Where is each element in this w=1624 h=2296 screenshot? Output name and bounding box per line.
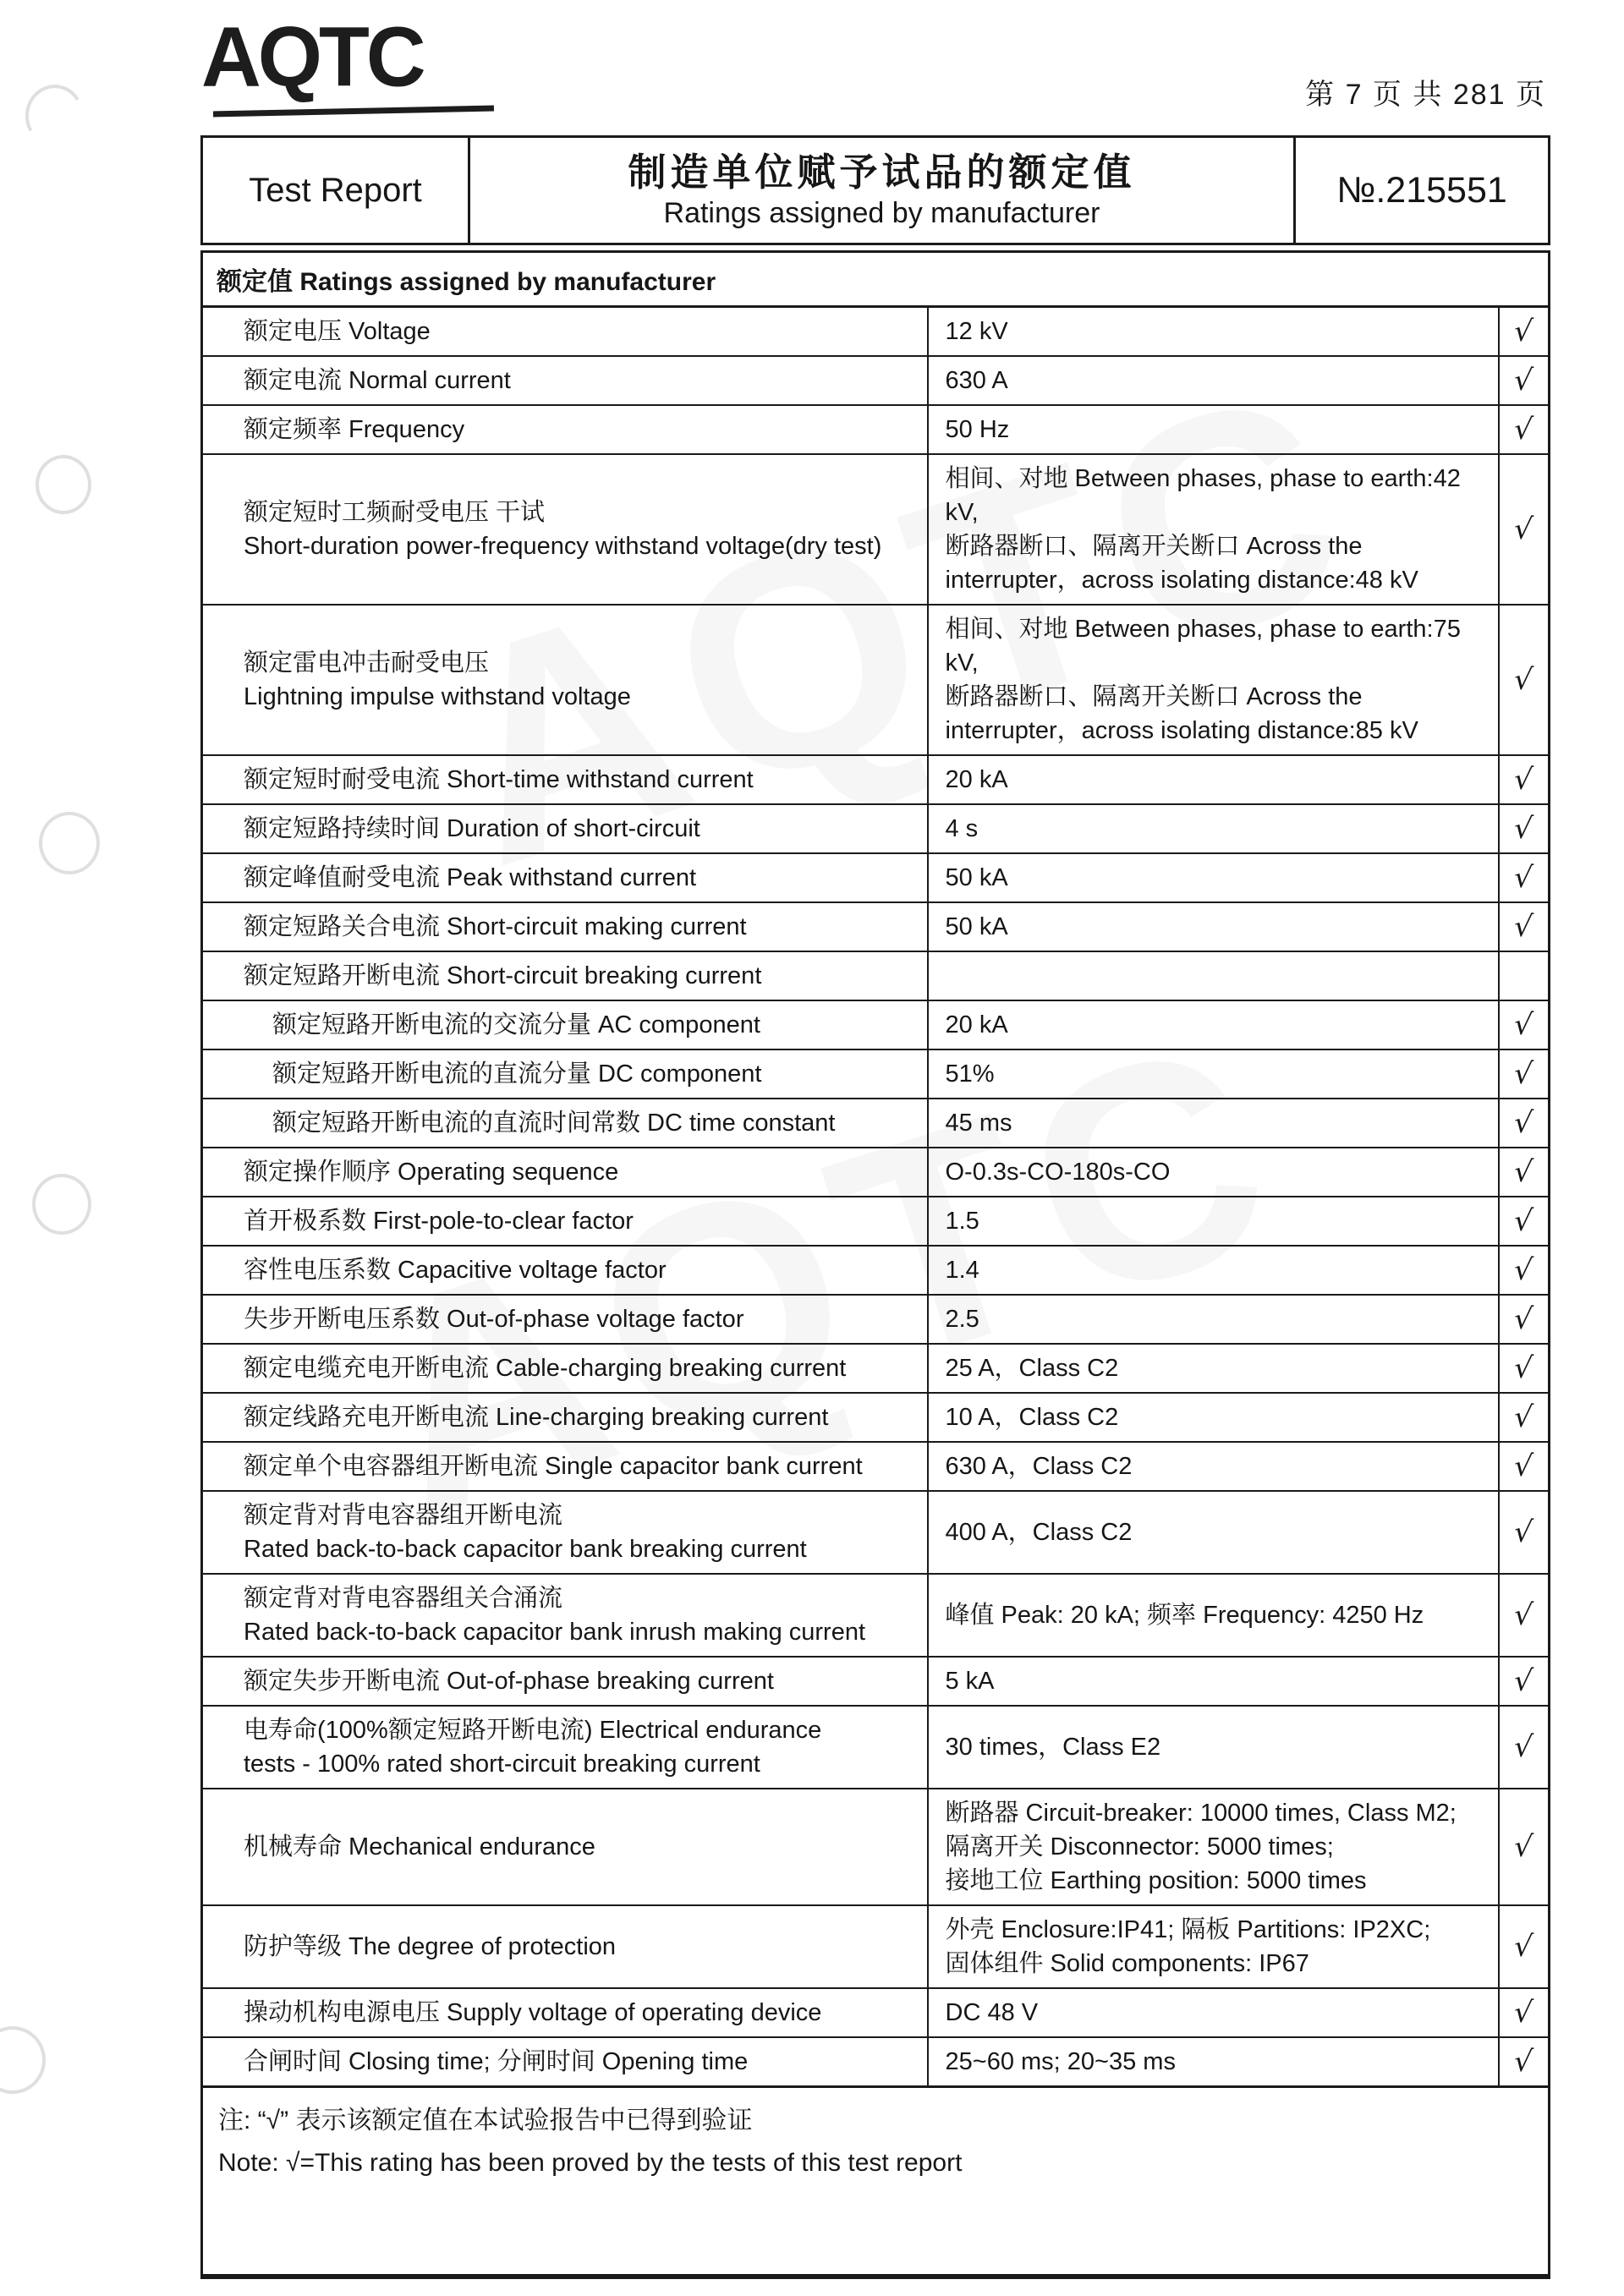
section-header: 额定值 Ratings assigned by manufacturer	[202, 252, 1550, 307]
check-cell	[1499, 1905, 1550, 1988]
check-cell	[1499, 405, 1550, 454]
check-icon: √	[1512, 1830, 1535, 1864]
rating-label	[202, 1657, 928, 1706]
rating-value	[928, 1148, 1499, 1197]
check-cell	[1499, 1049, 1550, 1099]
rating-value	[928, 902, 1499, 951]
rating-value-line: 51%	[945, 1060, 995, 1088]
table-row	[202, 1393, 1550, 1442]
check-cell	[1499, 356, 1550, 405]
table-row	[202, 307, 1550, 357]
check-cell	[1499, 1789, 1550, 1905]
rating-value-line: 400 A，Class C2	[945, 1519, 1133, 1546]
table-row	[202, 1099, 1550, 1148]
ratings-table	[200, 250, 1550, 2279]
rating-label	[202, 951, 928, 1000]
scan-artifact-ring	[36, 455, 91, 514]
rating-value-line: interrupter，across isolating distance:85 kV	[945, 717, 1418, 744]
check-cell	[1499, 454, 1550, 605]
check-cell	[1499, 605, 1550, 755]
rating-value	[928, 755, 1499, 804]
check-cell	[1499, 1393, 1550, 1442]
rating-value	[928, 1393, 1499, 1442]
rating-value	[928, 454, 1499, 605]
table-row	[202, 1789, 1550, 1905]
rating-value	[928, 853, 1499, 902]
scan-artifact-ring	[19, 79, 89, 151]
check-cell	[1499, 1574, 1550, 1657]
report-title-cell	[469, 137, 1295, 244]
aqtc-logo-underline	[213, 106, 494, 118]
rating-value-line: 峰值 Peak: 20 kA; 频率 Frequency: 4250 Hz	[945, 1602, 1424, 1629]
rating-label	[202, 1789, 928, 1905]
rating-value-line: 断路器 Circuit-breaker: 10000 times, Class M2;	[945, 1800, 1457, 1827]
note-cell	[202, 2087, 1550, 2277]
rating-label	[202, 454, 928, 605]
rating-value-line: 50 kA	[945, 913, 1008, 940]
check-icon: √	[1512, 1057, 1535, 1091]
rating-value	[928, 951, 1499, 1000]
rating-value-line: 4 s	[945, 815, 979, 842]
rating-label	[202, 1574, 928, 1657]
check-icon: √	[1512, 1996, 1535, 2030]
rating-label-line: 额定短路开断电流的交流分量 AC component	[272, 1011, 760, 1038]
rating-label-line: 额定频率 Frequency	[244, 416, 465, 443]
check-icon: √	[1512, 1930, 1535, 1964]
rating-value-line: 50 kA	[945, 864, 1008, 891]
rating-label-line: Rated back-to-back capacitor bank breaking current	[244, 1536, 807, 1563]
check-cell	[1499, 1988, 1550, 2037]
scan-artifact-ring	[39, 812, 100, 874]
table-row	[202, 1442, 1550, 1491]
rating-label-line: 额定线路充电开断电流 Line-charging breaking current	[244, 1404, 829, 1431]
rating-value-line: 45 ms	[945, 1110, 1012, 1137]
check-icon: √	[1512, 1598, 1535, 1632]
rating-label-line: 额定短时耐受电流 Short-time withstand current	[244, 766, 754, 793]
table-row	[202, 1148, 1550, 1197]
rating-value-line: 1.5	[945, 1208, 979, 1235]
check-cell	[1499, 1197, 1550, 1246]
rating-value	[928, 405, 1499, 454]
rating-value-line: 630 A	[945, 367, 1008, 394]
rating-label-line: 额定雷电冲击耐受电压	[244, 649, 490, 677]
rating-value	[928, 307, 1499, 357]
rating-label	[202, 1049, 928, 1099]
table-row	[202, 951, 1550, 1000]
rating-label-line: 电寿命(100%额定短路开断电流) Electrical endurance	[244, 1717, 822, 1744]
rating-value-line: 5 kA	[945, 1668, 995, 1695]
rating-value	[928, 1574, 1499, 1657]
rating-label-line: Rated back-to-back capacitor bank inrush making current	[244, 1619, 866, 1646]
rating-label-line: 额定失步开断电流 Out-of-phase breaking current	[244, 1668, 774, 1695]
table-row	[202, 1344, 1550, 1393]
check-cell	[1499, 853, 1550, 902]
rating-label	[202, 853, 928, 902]
check-icon: √	[1512, 1664, 1535, 1698]
rating-label-line: 额定电压 Voltage	[244, 318, 431, 345]
rating-label-line: 额定背对背电容器组开断电流	[244, 1502, 563, 1529]
rating-value	[928, 1988, 1499, 2037]
check-cell	[1499, 1491, 1550, 1574]
rating-label-line: 额定短时工频耐受电压 干试	[244, 499, 546, 526]
rating-value	[928, 605, 1499, 755]
rating-label-line: 额定操作顺序 Operating sequence	[244, 1159, 619, 1186]
check-icon: √	[1512, 663, 1535, 697]
check-cell	[1499, 1706, 1550, 1789]
check-cell	[1499, 755, 1550, 804]
check-icon: √	[1512, 812, 1535, 846]
rating-value-line: 相间、对地 Between phases, phase to earth:42 kV,	[945, 465, 1461, 526]
check-icon: √	[1512, 512, 1535, 546]
check-icon: √	[1512, 910, 1535, 944]
rating-value	[928, 1789, 1499, 1905]
rating-value-line: 断路器断口、隔离开关断口 Across the	[945, 683, 1363, 710]
check-icon: √	[1512, 1515, 1535, 1549]
check-cell	[1499, 804, 1550, 853]
report-number: №.215551	[1295, 137, 1550, 244]
rating-value-line: interrupter，across isolating distance:48 kV	[945, 567, 1418, 594]
check-icon: √	[1512, 861, 1535, 895]
rating-label-line: 额定单个电容器组开断电流 Single capacitor bank current	[244, 1453, 863, 1480]
table-row	[202, 804, 1550, 853]
check-cell	[1499, 951, 1550, 1000]
rating-value	[928, 1295, 1499, 1344]
report-title-zh: 制造单位赋予试品的额定值	[628, 150, 1136, 194]
rating-label-line: 额定电缆充电开断电流 Cable-charging breaking current	[244, 1355, 847, 1382]
rating-label	[202, 1344, 928, 1393]
check-icon: √	[1512, 1449, 1535, 1483]
check-cell	[1499, 902, 1550, 951]
rating-label	[202, 605, 928, 755]
rating-label	[202, 804, 928, 853]
check-icon: √	[1512, 763, 1535, 797]
rating-label-line: 额定背对背电容器组关合涌流	[244, 1585, 563, 1612]
rating-value-line: 12 kV	[945, 318, 1008, 345]
check-icon: √	[1512, 1106, 1535, 1140]
rating-label-line: Short-duration power-frequency withstand voltage(dry test)	[244, 533, 882, 560]
rating-value-line: 25 A，Class C2	[945, 1355, 1119, 1382]
table-row	[202, 902, 1550, 951]
table-row	[202, 1295, 1550, 1344]
rating-label	[202, 1197, 928, 1246]
rating-label	[202, 1295, 928, 1344]
check-cell	[1499, 2037, 1550, 2087]
rating-value	[928, 804, 1499, 853]
rating-value	[928, 1657, 1499, 1706]
check-icon: √	[1512, 1351, 1535, 1385]
check-icon: √	[1512, 1302, 1535, 1336]
rating-label	[202, 1442, 928, 1491]
check-cell	[1499, 1099, 1550, 1148]
table-row	[202, 356, 1550, 405]
check-cell	[1499, 1442, 1550, 1491]
rating-value-line: DC 48 V	[945, 1999, 1039, 2026]
check-icon: √	[1512, 364, 1535, 397]
table-row	[202, 1657, 1550, 1706]
rating-label-line: 额定短路关合电流 Short-circuit making current	[244, 913, 747, 940]
table-row	[202, 2037, 1550, 2087]
rating-label-line: 合闸时间 Closing time; 分闸时间 Opening time	[244, 2048, 749, 2075]
page-number: 第 7 页 共 281 页	[1305, 79, 1546, 111]
rating-value	[928, 1000, 1499, 1049]
check-icon: √	[1512, 1400, 1535, 1434]
table-row	[202, 1000, 1550, 1049]
rating-label-line: 容性电压系数 Capacitive voltage factor	[244, 1257, 667, 1284]
note-line-zh: 注: “√” 表示该额定值在本试验报告中已得到验证	[218, 2107, 753, 2134]
check-cell	[1499, 1148, 1550, 1197]
check-icon: √	[1512, 1730, 1535, 1764]
rating-label	[202, 902, 928, 951]
rating-value-line: 断路器断口、隔离开关断口 Across the	[945, 533, 1363, 560]
table-row	[202, 853, 1550, 902]
table-row	[202, 1706, 1550, 1789]
rating-label-line: 额定短路持续时间 Duration of short-circuit	[244, 815, 700, 842]
rating-value-line: 接地工位 Earthing position: 5000 times	[945, 1867, 1367, 1894]
rating-label	[202, 405, 928, 454]
check-icon: √	[1512, 1008, 1535, 1042]
table-row	[202, 1491, 1550, 1574]
rating-value	[928, 1197, 1499, 1246]
rating-value	[928, 356, 1499, 405]
table-row	[202, 405, 1550, 454]
note-row	[202, 2087, 1550, 2277]
rating-label-line: 额定短路开断电流的直流时间常数 DC time constant	[272, 1110, 836, 1137]
rating-value	[928, 1442, 1499, 1491]
rating-label	[202, 1905, 928, 1988]
rating-label-line: 额定电流 Normal current	[244, 367, 511, 394]
check-icon: √	[1512, 1155, 1535, 1189]
rating-label-line: 失步开断电压系数 Out-of-phase voltage factor	[244, 1306, 744, 1333]
note-line-en: Note: √=This rating has been proved by the tests of this test report	[218, 2149, 963, 2177]
check-icon: √	[1512, 2045, 1535, 2079]
rating-label	[202, 2037, 928, 2087]
rating-label	[202, 356, 928, 405]
check-cell	[1499, 1246, 1550, 1295]
check-cell	[1499, 307, 1550, 357]
rating-label	[202, 1148, 928, 1197]
rating-value-line: 30 times，Class E2	[945, 1734, 1161, 1761]
rating-value	[928, 1905, 1499, 1988]
rating-label	[202, 1988, 928, 2037]
rating-value-line: 20 kA	[945, 1011, 1008, 1038]
table-row	[202, 1197, 1550, 1246]
check-cell	[1499, 1657, 1550, 1706]
rating-value	[928, 2037, 1499, 2087]
rating-label-line: 额定短路开断电流 Short-circuit breaking current	[244, 962, 762, 989]
rating-value	[928, 1049, 1499, 1099]
rating-value-line: 隔离开关 Disconnector: 5000 times;	[945, 1833, 1334, 1860]
rating-label-line: 首开极系数 First-pole-to-clear factor	[244, 1208, 634, 1235]
check-cell	[1499, 1295, 1550, 1344]
check-icon: √	[1512, 413, 1535, 447]
check-cell	[1499, 1000, 1550, 1049]
check-icon: √	[1512, 1204, 1535, 1238]
rating-value	[928, 1099, 1499, 1148]
table-row	[202, 1988, 1550, 2037]
rating-value-line: 630 A，Class C2	[945, 1453, 1133, 1480]
check-icon: √	[1512, 1253, 1535, 1287]
check-cell	[1499, 1344, 1550, 1393]
table-row	[202, 1049, 1550, 1099]
rating-label-line: 防护等级 The degree of protection	[244, 1933, 617, 1960]
table-row	[202, 605, 1550, 755]
rating-label-line: Lightning impulse withstand voltage	[244, 683, 631, 710]
report-header	[200, 135, 1550, 245]
rating-label	[202, 1491, 928, 1574]
rating-label-line: tests - 100% rated short-circuit breaking current	[244, 1751, 760, 1778]
rating-label	[202, 1099, 928, 1148]
table-row	[202, 454, 1550, 605]
rating-label	[202, 755, 928, 804]
rating-value-line: 25~60 ms; 20~35 ms	[945, 2048, 1176, 2075]
table-row	[202, 1574, 1550, 1657]
rating-value-line: 10 A，Class C2	[945, 1404, 1119, 1431]
rating-value	[928, 1491, 1499, 1574]
scan-artifact-ring	[32, 1174, 91, 1235]
rating-label-line: 额定峰值耐受电流 Peak withstand current	[244, 864, 697, 891]
rating-value-line: 20 kA	[945, 766, 1008, 793]
aqtc-logo: AQTC	[201, 8, 423, 105]
rating-label	[202, 307, 928, 357]
check-icon: √	[1512, 315, 1535, 348]
rating-value-line: 相间、对地 Between phases, phase to earth:75 kV,	[945, 616, 1461, 677]
report-type-label: Test Report	[202, 137, 469, 244]
rating-label-line: 机械寿命 Mechanical endurance	[244, 1833, 595, 1860]
table-row	[202, 1246, 1550, 1295]
section-header-row	[202, 252, 1550, 307]
table-row	[202, 1905, 1550, 1988]
rating-value-line: 50 Hz	[945, 416, 1010, 443]
rating-value-line: 2.5	[945, 1306, 979, 1333]
rating-value-line: 固体组件 Solid components: IP67	[945, 1950, 1309, 1977]
rating-label	[202, 1246, 928, 1295]
rating-value	[928, 1706, 1499, 1789]
rating-value	[928, 1344, 1499, 1393]
rating-label	[202, 1000, 928, 1049]
report-title-en: Ratings assigned by manufacturer	[663, 196, 1100, 229]
rating-label-line: 操动机构电源电压 Supply voltage of operating device	[244, 1999, 822, 2026]
rating-label	[202, 1393, 928, 1442]
rating-value-line: 外壳 Enclosure:IP41; 隔板 Partitions: IP2XC;	[945, 1916, 1431, 1943]
rating-value-line: 1.4	[945, 1257, 979, 1284]
rating-value-line: O-0.3s-CO-180s-CO	[945, 1159, 1171, 1186]
scan-artifact-ring	[0, 2026, 46, 2094]
rating-label-line: 额定短路开断电流的直流分量 DC component	[272, 1060, 762, 1088]
rating-value	[928, 1246, 1499, 1295]
rating-label	[202, 1706, 928, 1789]
table-row	[202, 755, 1550, 804]
